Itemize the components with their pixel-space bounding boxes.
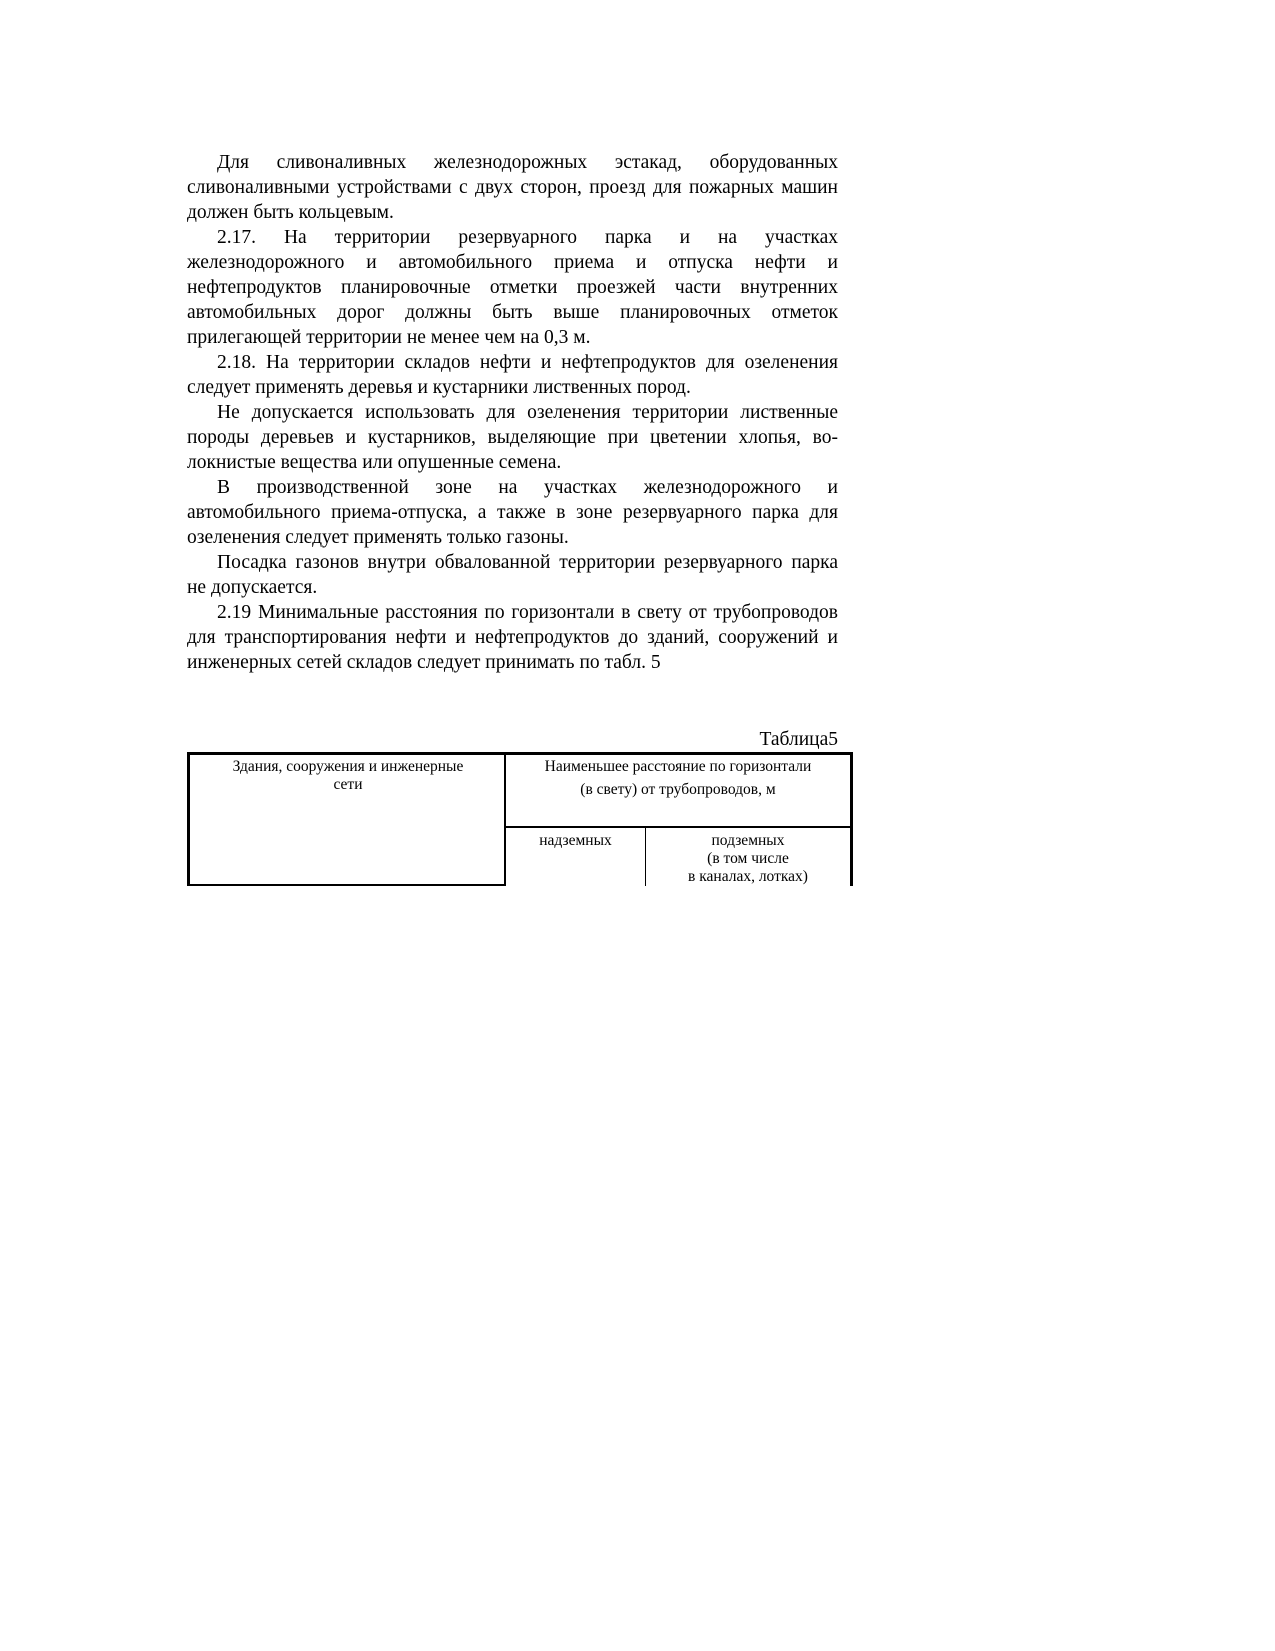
table-group-divider bbox=[504, 826, 853, 828]
column-header-line: в каналах, лотках) bbox=[688, 868, 808, 885]
table-top-border bbox=[187, 752, 853, 755]
column-group-header-line: Наименьшее расстояние по горизонтали bbox=[544, 758, 812, 775]
paragraph: 2.18. На территории складов нефти и нефтепродуктов для озеленения следует применять деревья и кустарники лиственных пород. bbox=[187, 352, 838, 398]
distance-table bbox=[187, 752, 853, 886]
table-bottom-border bbox=[187, 884, 505, 886]
column-header-line: (в том числе bbox=[707, 850, 789, 867]
table-right-border bbox=[850, 752, 853, 886]
paragraph: В производственной зоне на участках железнодорожного и автомобильного приема-отпуска, а также в зоне резервуарного парка для озеленения следует применять только газоны. bbox=[187, 477, 838, 548]
body-text bbox=[187, 150, 838, 675]
column-header-objects: Здания, сооружения и инженерные сети bbox=[232, 758, 464, 793]
paragraph: Для сливоналивных железнодорожных эстакад, оборудованных сливоналивными устройствами с двух сторон, проезд для пожарных машин должен быть кольцевым. bbox=[187, 152, 838, 223]
paragraph: Не допускается использовать для озеленения территории лиственные породы деревьев и кустарников, выделяющие при цветении хлопья, волокнистые вещества или опушенные семена. bbox=[187, 402, 838, 473]
paragraph: 2.19 Минимальные расстояния по горизонтали в свету от трубопроводов для транспортирования нефти и нефтепродуктов до зданий, сооружений и инженерных сетей складов следует принимать по табл. 5 bbox=[187, 602, 838, 673]
column-header-underground bbox=[646, 832, 850, 886]
column-group-header bbox=[506, 758, 850, 799]
column-group-header-line: (в свету) от трубопроводов, м bbox=[580, 781, 776, 798]
column-header-above-ground: надземных bbox=[539, 832, 612, 849]
paragraph: Посадка газонов внутри обвалованной территории резервуарного парка не допускается. bbox=[187, 552, 838, 598]
column-header-line: подземных bbox=[711, 832, 785, 849]
table-caption: Таблица5 bbox=[759, 729, 838, 750]
paragraph: 2.17. На территории резервуарного парка и на участках железнодорожного и автомобильного приема и отпуска нефти и нефтепродуктов планировочные отметки проезжей части внутренних автомобильных дорог должны быть выше планировочных отметок прилегающей территории не менее чем на 0,3 м. bbox=[187, 227, 838, 348]
table-left-border bbox=[187, 752, 190, 886]
